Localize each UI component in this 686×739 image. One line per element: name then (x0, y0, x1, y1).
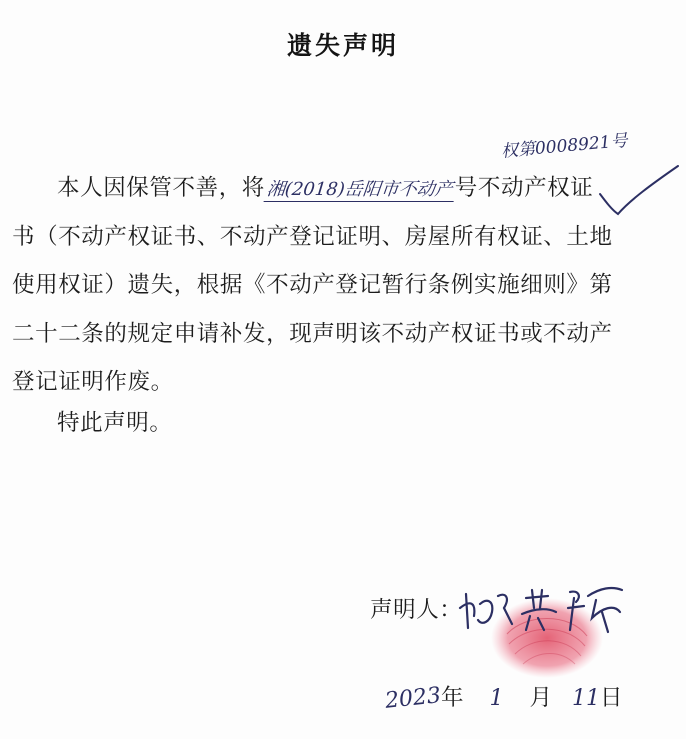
date-month-unit: 月 (529, 685, 553, 711)
handwritten-check-mark (596, 160, 682, 218)
paragraph-line-5: 登记证明作废。 (12, 369, 174, 395)
date-year-unit: 年 (441, 685, 464, 711)
date-day-unit: 日 (600, 685, 623, 711)
handwritten-cert-number-annotation: 权第0008921号 (500, 130, 629, 162)
signer-label: 声明人： (370, 597, 463, 623)
para1-prefix: 本人因保管不善，将 (57, 175, 265, 201)
paragraph-line-2: 书（不动产权证书、不动产登记证明、房屋所有权证、土地 (12, 224, 613, 250)
paragraph-line-1 (57, 170, 593, 202)
handwritten-cert-number: 湘(2018)岳阳市不动产 (263, 175, 456, 202)
declaration-date (385, 680, 623, 712)
paragraph-line-3: 使用权证）遗失，根据《不动产登记暂行条例实施细则》第 (12, 272, 613, 298)
para1-suffix: 号不动产权证 (454, 175, 594, 201)
date-month: 1 (489, 686, 504, 711)
handwritten-signature (452, 578, 632, 638)
date-year: 2023 (383, 683, 443, 714)
date-day: 11 (572, 686, 601, 711)
closing-line: 特此声明。 (57, 410, 173, 436)
document-title: 遗失声明 (286, 31, 399, 60)
paragraph-line-4: 二十二条的规定申请补发，现声明该不动产权证书或不动产 (12, 321, 613, 347)
